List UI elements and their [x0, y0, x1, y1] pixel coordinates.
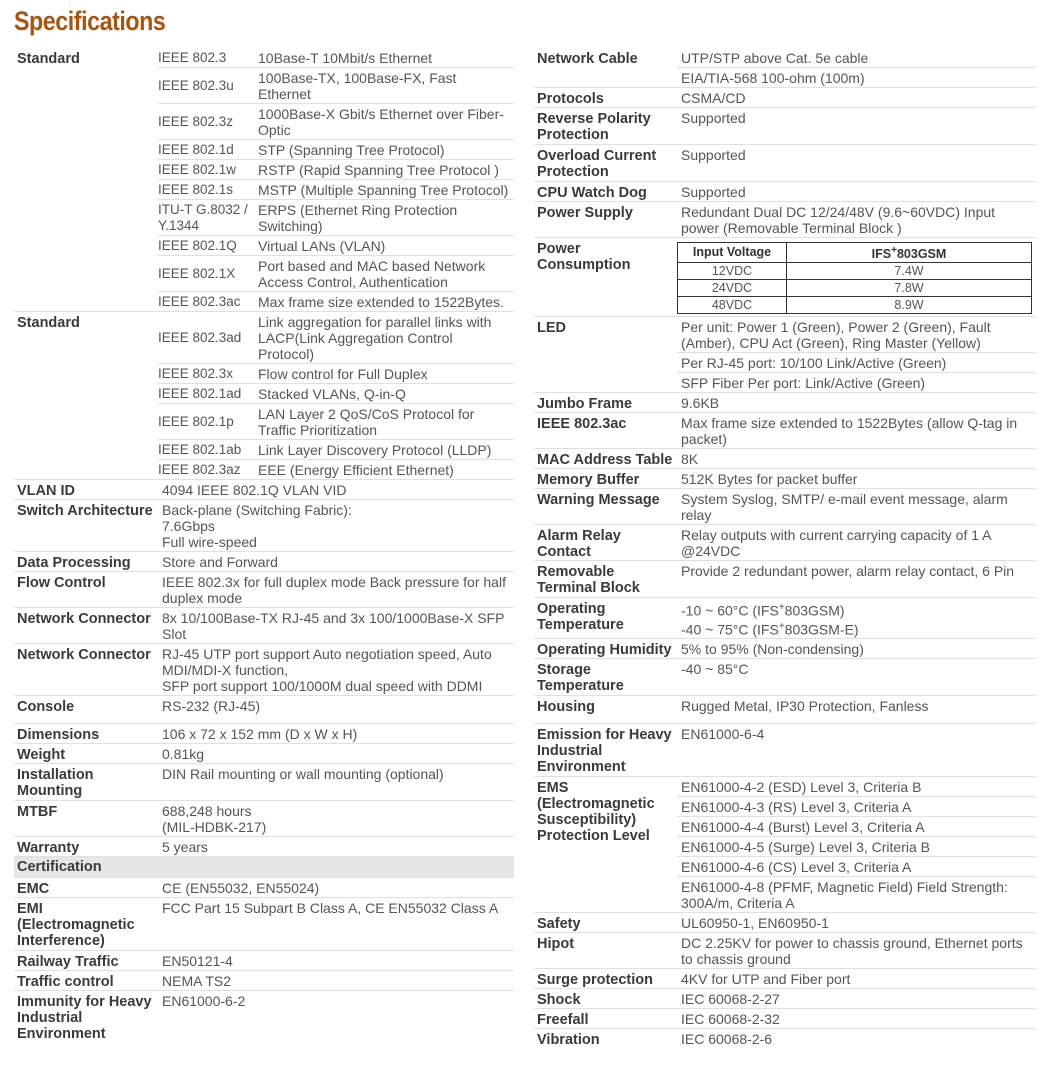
value-line: IEC 60068-2-32: [681, 1011, 780, 1028]
spec-row: [14, 743, 514, 763]
spec-row: [534, 524, 1036, 560]
table-header: IFS+803GSM: [787, 243, 1032, 263]
spec-row: [534, 412, 1036, 448]
spec-row: [14, 800, 514, 836]
spec-value: [677, 489, 1036, 524]
spec-row: [534, 695, 1036, 715]
spec-row: [534, 488, 1036, 524]
spec-row: [14, 48, 514, 311]
spec-value: [677, 413, 1036, 448]
standard-row: [158, 179, 514, 199]
spec-label: Storage Temperature: [537, 662, 624, 695]
standard-row: [158, 439, 514, 459]
value-line: Per unit: Power 1 (Green), Power 2 (Green), Fault (Amber), CPU Act (Green), Ring Master (Yellow): [681, 319, 991, 352]
spec-label: Surge protection: [537, 972, 654, 989]
spec-label: Network Connector: [17, 647, 151, 663]
standard-row: [158, 383, 514, 403]
spec-label: Safety: [537, 916, 581, 933]
standard-row: [158, 255, 514, 291]
spec-label: Emission for Heavy Industrial Environment: [537, 727, 672, 776]
spec-label: IEEE 802.3ac: [537, 416, 627, 433]
value-line: EIA/TIA-568 100-ohm (100m): [677, 67, 1036, 87]
spec-label: Operating Humidity: [537, 642, 672, 659]
standard-description: 10Base-T 10Mbit/s Ethernet: [258, 50, 433, 66]
spec-row: [534, 1008, 1036, 1028]
spec-label: EMS (Electromagnetic Susceptibility) Protection Level: [537, 780, 655, 845]
spec-row: [534, 48, 1036, 87]
standard-code: IEEE 802.3x: [158, 366, 234, 381]
spec-row: [14, 970, 514, 990]
standard-code: IEEE 802.1w: [158, 162, 237, 177]
spec-row: [534, 181, 1036, 201]
table-cell: 48VDC: [678, 297, 787, 314]
spec-value: [677, 561, 1036, 597]
spec-label: Hipot: [537, 936, 575, 953]
value-line: Back-plane (Switching Fabric): 7.6Gbps Full wire-speed: [162, 502, 352, 550]
standard-code: IEEE 802.1Q: [158, 238, 237, 253]
value-line: EN61000-4-4 (Burst) Level 3, Criteria A: [677, 816, 1036, 836]
page-title: Specifications: [14, 6, 166, 36]
standard-row: [158, 363, 514, 383]
spec-label: MAC Address Table: [537, 452, 673, 469]
value-line: CSMA/CD: [681, 90, 746, 106]
spec-label: Traffic control: [17, 974, 114, 990]
table-row: [678, 263, 1032, 280]
standard-row: [158, 235, 514, 255]
spec-row: [534, 560, 1036, 597]
spec-value: [677, 696, 1036, 715]
value-line: 512K Bytes for packet buffer: [681, 471, 858, 488]
spec-label: Network Connector: [17, 611, 151, 627]
spec-label: Memory Buffer: [537, 472, 640, 489]
spec-value: [677, 108, 1036, 144]
standard-row: [158, 67, 514, 103]
spec-value: [677, 145, 1036, 181]
spec-value: [677, 525, 1036, 560]
value-line: EN61000-6-2: [162, 993, 246, 1009]
value-line: EN61000-4-8 (PFMF, Magnetic Field) Field Strength: 300A/m, Criteria A: [677, 876, 1036, 912]
value-line: DIN Rail mounting or wall mounting (optional): [162, 766, 444, 782]
spec-row: [14, 571, 514, 607]
standard-row: [158, 139, 514, 159]
spec-label: Weight: [17, 747, 66, 763]
standard-code: IEEE 802.3az: [158, 462, 241, 477]
spec-value: [677, 1029, 1036, 1048]
standard-code: IEEE 802.3ac: [158, 294, 241, 309]
spec-label: CPU Watch Dog: [537, 185, 647, 201]
spec-label: LED: [537, 320, 566, 337]
standard-code: IEEE 802.1X: [158, 266, 236, 281]
standard-description: Stacked VLANs, Q-in-Q: [258, 386, 406, 402]
spec-label: Overload Current Protection: [537, 148, 657, 180]
standard-description: Virtual LANs (VLAN): [258, 238, 386, 254]
standard-code: IEEE 802.1s: [158, 182, 234, 197]
spec-row: [534, 448, 1036, 468]
spec-value: [158, 837, 514, 856]
spec-value: [158, 878, 514, 897]
spec-value: [677, 933, 1036, 968]
value-line: Supported: [681, 110, 746, 126]
spec-label: Alarm Relay Contact: [537, 528, 621, 561]
table-cell: 8.9W: [787, 297, 1032, 314]
spec-value: [158, 48, 514, 311]
standard-code: IEEE 802.3z: [158, 114, 234, 129]
spec-value: [158, 991, 514, 1043]
spec-label: Vibration: [537, 1032, 600, 1049]
spec-value: [677, 48, 1036, 87]
spec-row: [534, 638, 1036, 658]
spec-row: [14, 856, 514, 877]
spec-value: [158, 552, 514, 571]
spec-row: [534, 468, 1036, 488]
spec-value: [677, 1009, 1036, 1028]
spec-row: [14, 836, 514, 856]
value-line: DC 2.25KV for power to chassis ground, Ethernet ports to chassis ground: [681, 935, 1023, 968]
spec-label: MTBF: [17, 804, 58, 820]
spec-value: [158, 724, 514, 743]
spec-value: [158, 744, 514, 763]
spec-value: [158, 500, 514, 551]
spec-row: [14, 311, 514, 479]
value-line: Redundant Dual DC 12/24/48V (9.6~60VDC) Input power (Removable Terminal Block ): [681, 204, 996, 236]
spec-row: [14, 499, 514, 551]
value-line: EN61000-4-2 (ESD) Level 3, Criteria B: [681, 779, 922, 796]
spec-value: [677, 724, 1036, 776]
spec-value: [677, 182, 1036, 201]
spec-label: EMI (Electromagnetic Interference): [17, 901, 135, 949]
table-row: [678, 280, 1032, 297]
spec-label: Reverse Polarity Protection: [537, 111, 651, 143]
spec-row: [14, 723, 514, 743]
spec-row: [534, 658, 1036, 695]
value-line: 5% to 95% (Non-condensing): [681, 641, 864, 658]
value-line: Rugged Metal, IP30 Protection, Fanless: [681, 698, 929, 715]
spec-value: [677, 202, 1036, 237]
value-line: EN50121-4: [162, 953, 233, 969]
table-header: Input Voltage: [678, 243, 787, 263]
value-line: 9.6KB: [681, 395, 720, 412]
value-line: 4094 IEEE 802.1Q VLAN VID: [162, 482, 347, 498]
spec-row: [14, 950, 514, 970]
spec-value: [158, 971, 514, 990]
spec-value: [158, 898, 514, 950]
spec-row: [534, 107, 1036, 144]
spec-value: [158, 312, 514, 479]
spec-row: [534, 932, 1036, 968]
spec-value: [158, 572, 514, 607]
standard-row: [158, 403, 514, 439]
spec-value: [158, 951, 514, 970]
value-line: RJ-45 UTP port support Auto negotiation speed, Auto MDI/MDI-X function, SFP port support 100/1000M dual speed with DDMI: [162, 646, 492, 694]
spec-value: [158, 480, 514, 499]
value-line: Per RJ-45 port: 10/100 Link/Active (Green): [677, 352, 1036, 372]
spec-row: [14, 897, 514, 950]
spec-value: [158, 644, 514, 695]
standard-code: IEEE 802.1ab: [158, 442, 242, 457]
standard-code: IEEE 802.1ad: [158, 386, 242, 401]
spec-value: [158, 696, 514, 715]
spec-label: Protocols: [537, 91, 604, 107]
value-line: EN61000-4-6 (CS) Level 3, Criteria A: [677, 856, 1036, 876]
value-line: 0.81kg: [162, 746, 205, 762]
spec-value: [677, 238, 1036, 314]
value-line: Relay outputs with current carrying capacity of 1 A @24VDC: [681, 527, 991, 560]
spec-value: [677, 449, 1036, 468]
spec-label: Removable Terminal Block: [537, 564, 640, 597]
standard-row: [158, 199, 514, 235]
spec-row: [534, 316, 1036, 392]
standard-description: Flow control for Full Duplex: [258, 366, 428, 382]
value-line: EN61000-6-4: [681, 726, 765, 743]
spec-label: Shock: [537, 992, 581, 1009]
value-line: IEC 60068-2-27: [681, 991, 780, 1008]
spec-row: [534, 392, 1036, 412]
spec-row: [534, 1028, 1036, 1048]
spec-row: [534, 87, 1036, 107]
value-line: 106 x 72 x 152 mm (D x W x H): [162, 726, 358, 742]
spec-label: Dimensions: [17, 727, 100, 743]
spec-value: [677, 469, 1036, 488]
spec-label: Operating Temperature: [537, 601, 624, 634]
table-cell: 12VDC: [678, 263, 787, 280]
spec-label: Standard: [17, 51, 80, 67]
spec-value: [677, 659, 1036, 695]
spec-label: Switch Architecture: [17, 503, 153, 519]
value-line: System Syslog, SMTP/ e-mail event message, alarm relay: [681, 491, 1008, 524]
value-line: IEC 60068-2-6: [681, 1031, 773, 1048]
spec-label: Warning Message: [537, 492, 660, 509]
spec-value: [158, 857, 514, 877]
value-line: 5 years: [162, 839, 208, 855]
standard-code: IEEE 802.3ad: [158, 330, 242, 345]
spec-label: Power Consumption: [537, 241, 631, 273]
value-line: UTP/STP above Cat. 5e cable: [681, 50, 869, 66]
spec-value: [677, 989, 1036, 1008]
standard-description: EEE (Energy Efficient Ethernet): [258, 462, 454, 478]
standard-code: IEEE 802.1d: [158, 142, 234, 157]
spec-label: Certification: [17, 859, 102, 875]
standard-code: IEEE 802.3u: [158, 78, 234, 93]
table-cell: 7.8W: [787, 280, 1032, 297]
spec-row: [534, 237, 1036, 314]
spec-value: [158, 608, 514, 643]
spec-row: [14, 607, 514, 643]
standard-description: STP (Spanning Tree Protocol): [258, 142, 445, 158]
standard-code: IEEE 802.1p: [158, 414, 234, 429]
standard-row: [158, 103, 514, 139]
spec-label: Power Supply: [537, 205, 633, 221]
spec-value: [677, 913, 1036, 932]
left-spec-column: [14, 48, 514, 1043]
standard-row: [158, 312, 514, 363]
standard-description: Port based and MAC based Network Access Control, Authentication: [258, 258, 486, 290]
standard-row: [158, 291, 514, 311]
standard-description: LAN Layer 2 QoS/CoS Protocol for Traffic Prioritization: [258, 406, 475, 438]
value-line: Supported: [681, 147, 746, 163]
standard-description: MSTP (Multiple Spanning Tree Protocol): [258, 182, 509, 198]
table-cell: 24VDC: [678, 280, 787, 297]
spec-label: Housing: [537, 699, 595, 716]
spec-label: Railway Traffic: [17, 954, 119, 970]
spec-row: [14, 479, 514, 499]
value-line: Provide 2 redundant power, alarm relay contact, 6 Pin: [681, 563, 1015, 580]
spec-label: Flow Control: [17, 575, 106, 591]
value-line: 4KV for UTP and Fiber port: [681, 971, 851, 988]
power-consumption-table: [677, 242, 1032, 314]
value-line: CE (EN55032, EN55024): [162, 880, 320, 896]
spec-value: [677, 88, 1036, 107]
spec-value: [158, 764, 514, 800]
spec-value: [677, 393, 1036, 412]
value-line: -40 ~ 85°C: [681, 661, 749, 678]
spec-row: [14, 695, 514, 715]
standard-row: [158, 159, 514, 179]
spec-value: [158, 801, 514, 836]
spec-label: Jumbo Frame: [537, 396, 633, 413]
spec-row: [14, 877, 514, 897]
spec-value: [677, 969, 1036, 988]
spec-row: [534, 776, 1036, 912]
standard-description: Link Layer Discovery Protocol (LLDP): [258, 442, 492, 458]
spec-label: EMC: [17, 881, 50, 897]
standard-description: ERPS (Ethernet Ring Protection Switching): [258, 202, 458, 234]
value-line: NEMA TS2: [162, 973, 231, 989]
standard-description: Max frame size extended to 1522Bytes.: [258, 294, 504, 310]
spec-row: [534, 988, 1036, 1008]
right-spec-column: [534, 48, 1036, 1048]
value-line: Store and Forward: [162, 554, 278, 570]
spec-row: [14, 990, 514, 1043]
spec-value: [677, 639, 1036, 658]
standard-description: Link aggregation for parallel links with LACP(Link Aggregation Control Protocol): [258, 314, 492, 362]
spec-row: [534, 144, 1036, 181]
value-line: IEEE 802.3x for full duplex mode Back pressure for half duplex mode: [162, 574, 506, 606]
spec-label: Freefall: [537, 1012, 589, 1029]
spec-label: Network Cable: [537, 51, 638, 67]
table-row: [678, 297, 1032, 314]
value-line: 8x 10/100Base-TX RJ-45 and 3x 100/1000Base-X SFP Slot: [162, 610, 505, 642]
value-line: 688,248 hours (MIL-HDBK-217): [162, 803, 267, 835]
standard-description: 1000Base-X Gbit/s Ethernet over Fiber-Optic: [258, 106, 504, 138]
spec-row: [14, 763, 514, 800]
value-line: 8K: [681, 451, 699, 468]
spec-value: [677, 317, 1036, 392]
spec-row: [534, 912, 1036, 932]
value-line: Supported: [681, 184, 746, 200]
value-line: EN61000-4-5 (Surge) Level 3, Criteria B: [677, 836, 1036, 856]
spec-value: [677, 777, 1036, 912]
standard-code: IEEE 802.3: [158, 50, 227, 65]
value-line: Max frame size extended to 1522Bytes (allow Q-tag in packet): [681, 415, 1018, 448]
value-line: RS-232 (RJ-45): [162, 698, 261, 714]
value-line: SFP Fiber Per port: Link/Active (Green): [677, 372, 1036, 392]
standard-row: [158, 48, 514, 67]
value-line: -10 ~ 60°C (IFS+803GSM) -40 ~ 75°C (IFS+803GSM-E): [681, 602, 859, 638]
value-line: FCC Part 15 Subpart B Class A, CE EN55032 Class A: [162, 900, 499, 916]
spec-label: Immunity for Heavy Industrial Environment: [17, 994, 152, 1042]
spec-label: Warranty: [17, 840, 80, 856]
standard-description: 100Base-TX, 100Base-FX, Fast Ethernet: [258, 70, 457, 102]
spec-label: Standard: [17, 315, 80, 331]
spec-row: [534, 968, 1036, 988]
spec-label: VLAN ID: [17, 483, 75, 499]
value-line: EN61000-4-3 (RS) Level 3, Criteria A: [677, 796, 1036, 816]
standard-row: [158, 459, 514, 479]
table-cell: 7.4W: [787, 263, 1032, 280]
spec-row: [534, 201, 1036, 237]
spec-label: Installation Mounting: [17, 767, 94, 799]
spec-row: [534, 723, 1036, 776]
spec-row: [14, 551, 514, 571]
value-line: UL60950-1, EN60950-1: [681, 915, 829, 932]
spec-row: [14, 643, 514, 695]
spec-label: Console: [17, 699, 75, 715]
spec-value: [677, 598, 1036, 638]
spec-label: Data Processing: [17, 555, 131, 571]
spec-row: [534, 597, 1036, 638]
standard-code: ITU-T G.8032 / Y.1344: [158, 202, 248, 233]
standard-description: RSTP (Rapid Spanning Tree Protocol ): [258, 162, 499, 178]
